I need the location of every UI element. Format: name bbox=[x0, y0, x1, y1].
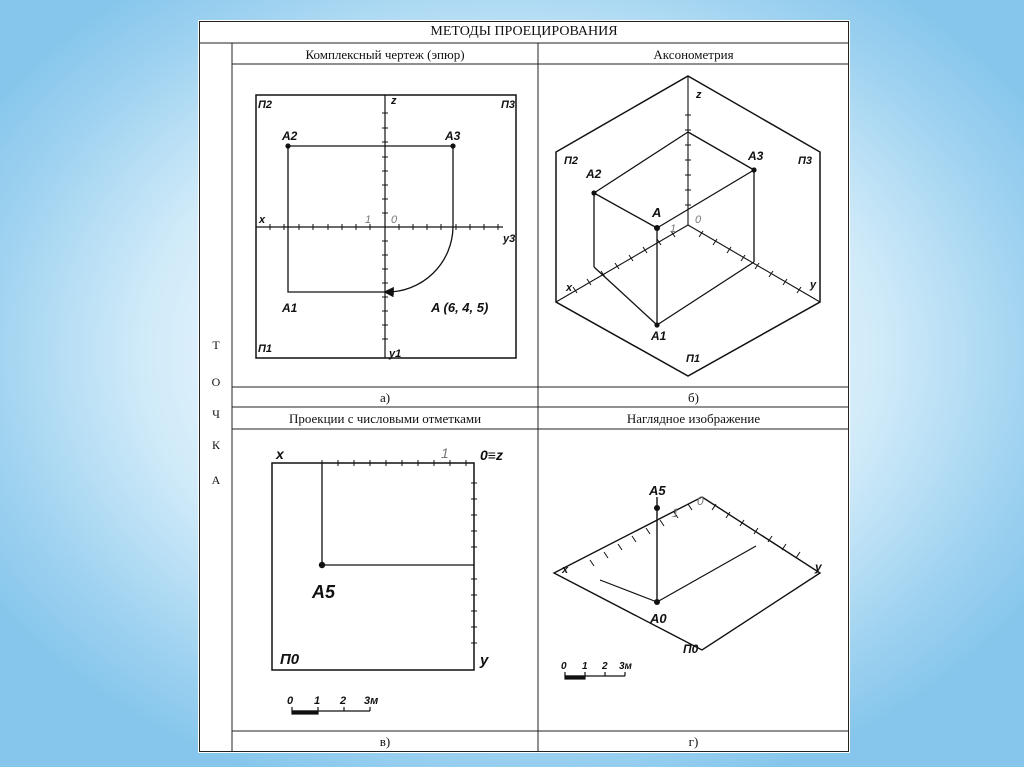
pictorial-label-x: x bbox=[562, 564, 569, 576]
plane-frame bbox=[272, 463, 474, 670]
axo-label-one: 1 bbox=[670, 223, 677, 235]
link-a0-x bbox=[600, 580, 657, 602]
projection-methods-sheet bbox=[198, 20, 850, 753]
point-a1-axo bbox=[654, 322, 659, 327]
label-zero: 0 bbox=[391, 214, 398, 226]
scale-d-1: 1 bbox=[582, 661, 588, 672]
axo-label-a1: A1 bbox=[651, 329, 667, 343]
panel-c-labels bbox=[275, 445, 503, 707]
panel-b-axonometry bbox=[556, 76, 820, 376]
scale-bar-c bbox=[292, 707, 370, 714]
pictorial-label-a0: A0 bbox=[650, 611, 667, 626]
panel-b-heading: Аксонометрия bbox=[653, 47, 734, 62]
side-letter-t: Т bbox=[212, 338, 220, 352]
panel-a-caption: а) bbox=[379, 390, 391, 405]
point-a0 bbox=[654, 599, 660, 605]
pictorial-label-zero: 0 bbox=[697, 494, 704, 508]
panel-d-labels bbox=[561, 483, 823, 672]
side-letter-k: К bbox=[211, 438, 220, 452]
point-a5-pictorial bbox=[654, 505, 660, 511]
pictorial-label-a5: A5 bbox=[649, 483, 666, 498]
axo-label-pi3: П3 bbox=[798, 155, 813, 167]
plane-label-a5: A5 bbox=[312, 582, 336, 602]
panel-d-heading: Наглядное изображение bbox=[626, 411, 761, 426]
label-one: 1 bbox=[365, 214, 372, 226]
axo-label-pi2: П2 bbox=[564, 155, 579, 167]
scale-c-0: 0 bbox=[287, 695, 294, 707]
panel-b-caption: б) bbox=[688, 390, 699, 405]
plane-ticks bbox=[322, 460, 477, 643]
panel-c-numeric-marks bbox=[272, 460, 477, 714]
horizontal-plane bbox=[554, 497, 820, 650]
scale-bar-d bbox=[565, 672, 625, 679]
point-a bbox=[654, 225, 660, 231]
axo-label-y: y bbox=[810, 279, 817, 291]
label-y3: y3 bbox=[503, 233, 516, 245]
point-a5 bbox=[319, 562, 325, 568]
projection-drawing bbox=[198, 20, 850, 753]
axo-label-x: x bbox=[566, 282, 573, 294]
label-pi2: П2 bbox=[258, 99, 273, 111]
scale-d-0: 0 bbox=[561, 661, 567, 672]
pictorial-label-one: 1 bbox=[672, 506, 679, 520]
label-a2: A2 bbox=[282, 129, 298, 143]
label-z: z bbox=[391, 95, 397, 107]
axo-label-a2: A2 bbox=[586, 167, 602, 181]
panel-c-heading: Проекции с числовыми отметками bbox=[288, 411, 482, 426]
axo-label-a: A bbox=[652, 205, 662, 220]
axo-label-a3: A3 bbox=[748, 149, 764, 163]
axo-label-z: z bbox=[696, 89, 702, 101]
label-a3: A3 bbox=[445, 129, 461, 143]
plane-label-pi0: П0 bbox=[280, 651, 300, 668]
scale-c-2: 2 bbox=[340, 695, 347, 707]
scale-d-2: 2 bbox=[602, 661, 608, 672]
plane-label-y: y bbox=[480, 652, 489, 669]
label-y1: y1 bbox=[389, 348, 402, 360]
point-a3-axo bbox=[751, 167, 756, 172]
label-coordinates: A (6, 4, 5) bbox=[431, 300, 489, 315]
side-letter-o: О bbox=[211, 375, 221, 389]
point-a2 bbox=[285, 143, 290, 148]
scale-c-3m: 3м bbox=[364, 695, 379, 707]
side-letter-a: А bbox=[211, 473, 221, 487]
axo-label-zero: 0 bbox=[695, 214, 702, 226]
plane-label-one: 1 bbox=[441, 445, 449, 461]
page-title: МЕТОДЫ ПРОЕЦИРОВАНИЯ bbox=[430, 24, 618, 39]
epure-transfer-arc bbox=[386, 227, 453, 292]
plane-label-origin: 0≡z bbox=[480, 447, 503, 463]
scale-d-3m: 3м bbox=[619, 661, 632, 672]
point-a2-axo bbox=[591, 190, 596, 195]
label-a1: A1 bbox=[282, 301, 298, 315]
side-letter-ch: Ч bbox=[212, 407, 220, 421]
label-pi1: П1 bbox=[258, 343, 273, 355]
pictorial-label-y: y bbox=[815, 560, 822, 574]
link-a0-y bbox=[657, 546, 756, 602]
panel-a-heading: Комплексный чертеж (эпюр) bbox=[305, 47, 465, 62]
pictorial-label-pi0: П0 bbox=[683, 642, 699, 656]
label-pi3: П3 bbox=[501, 99, 516, 111]
axo-ticks bbox=[573, 115, 801, 293]
label-x: x bbox=[259, 214, 266, 226]
point-a3 bbox=[450, 143, 455, 148]
plane-label-x: x bbox=[276, 446, 284, 462]
scale-c-1: 1 bbox=[314, 695, 321, 707]
pictorial-ticks bbox=[590, 504, 800, 566]
axo-label-pi1: П1 bbox=[686, 353, 701, 365]
panel-c-caption: в) bbox=[379, 734, 391, 749]
panel-d-caption: г) bbox=[688, 734, 699, 749]
